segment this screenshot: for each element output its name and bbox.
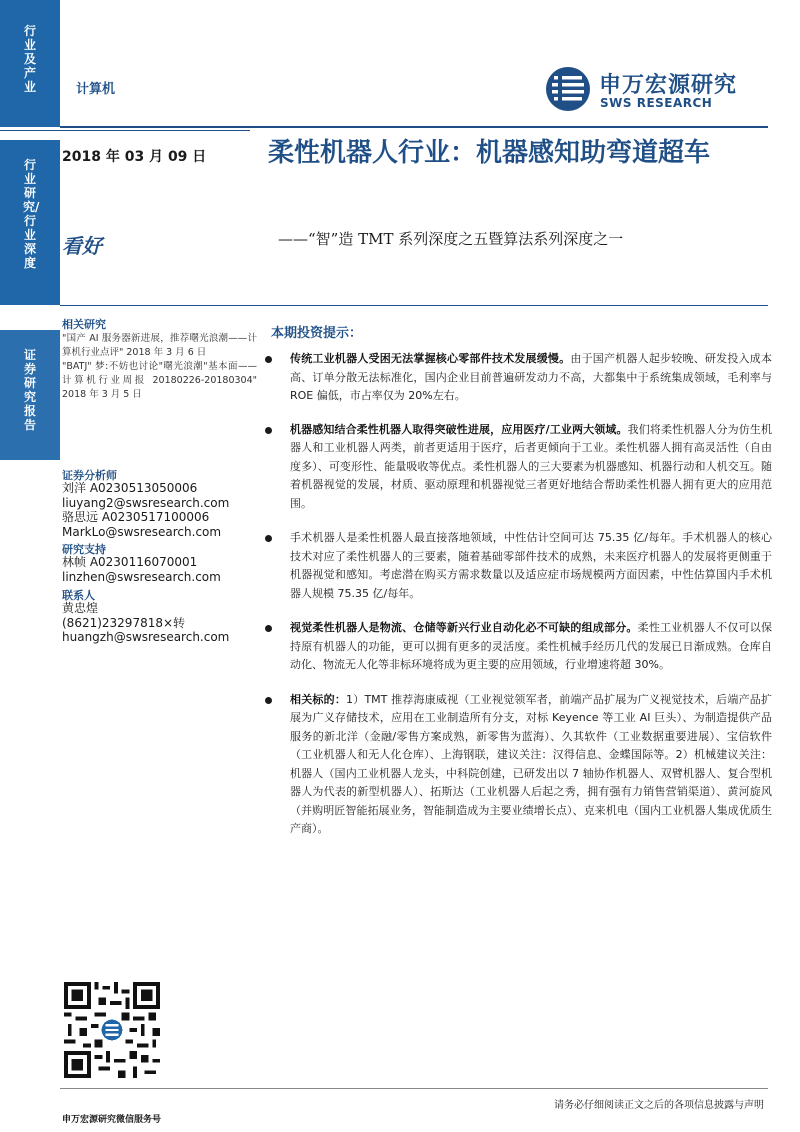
band-lower-label: 证券研究报告: [23, 348, 36, 432]
analysts-heading: 证券分析师: [62, 469, 117, 482]
report-date: 2018 年 03 月 09 日: [62, 149, 207, 165]
bullet-lead: 相关标的：: [290, 692, 347, 706]
related-list: [62, 332, 257, 402]
contact-email[interactable]: huangzh@swsresearch.com: [62, 630, 230, 644]
logo-mark-icon: [545, 66, 591, 112]
bullet-dot-icon: [265, 625, 272, 632]
rating: 看好: [62, 234, 102, 258]
analyst-line: 刘洋 A0230513050006: [62, 481, 198, 495]
summary-bullet: [262, 619, 772, 675]
report-title: 柔性机器人行业：机器感知助弯道超车: [268, 138, 711, 168]
bullet-text: 1）TMT 推荐海康威视（工业视觉领军者，前端产品扩展为广义视觉技术，后端产品扩展为广义存储技术，应用在工业制造所有分支，对标 Keyence 等工业 AI 巨头）、为制造提供产品服务的新北洋（金融/零售方案成熟，新零售为蓝海）、久其软件（工业数据重要进展）、宝信软件（工业机器人和无人化仓库）、上海钢联，建议关注：汉得信息、金蝶国际等。2）机械建议关注：机器人（国内工业机器人龙头，中科院创建，已研发出以 7 轴协作机器人、双臂机器人、复合型机器人为代表的新型机器人）、拓斯达（工业机器人后起之秀，拥有强有力销售营销渠道）、黄河旋风（并购明匠智能拓展业务，智能制造成为主要业绩增长点）、克来机电（国内工业机器人集成优质生产商）。: [290, 692, 773, 835]
summary-heading: 本期投资提示：: [271, 326, 363, 341]
analysts-list: [62, 481, 257, 539]
summary-bullets: [262, 350, 772, 839]
bullet-text: 由于国产机器人起步较晚、研发投入成本高、订单分散无法标准化，国内企业目前普遍研发动力不高，大都集中于系统集成领域，毛利率与 ROE 偏低，市占率仅为 20%左右。: [290, 352, 773, 402]
footer-rule: [60, 1088, 768, 1089]
summary-bullet: [262, 350, 772, 406]
footer-disclaimer: 请务必仔细阅读正文之后的各项信息披露与声明: [554, 1100, 764, 1111]
industry-category: 计算机: [76, 82, 116, 97]
analyst-line: 骆思远 A0230517100006: [62, 510, 210, 524]
sidebar-band-top: [0, 0, 60, 127]
support-line: 林帧 A0230116070001: [62, 555, 198, 569]
bullet-dot-icon: [265, 697, 272, 704]
bullet-dot-icon: [265, 535, 272, 542]
contact-heading: 联系人: [62, 589, 95, 602]
qr-code-icon[interactable]: [64, 982, 160, 1078]
bullet-text: 我们将柔性机器人分为仿生机器人和工业机器人两类，前者更适用于医疗，后者更倾向于工业。柔性机器人拥有高灵活性（自由度多）、可变形性、能量吸收等优点。柔性机器人的三大要素为机器感知、机器行动和人机交互。随着机器视觉的发展，材质、驱动原理和机器视觉三者更好地结合帮助柔性机器人拥有更大的应用范围。: [290, 422, 772, 510]
summary-bullet: [262, 529, 772, 603]
related-heading: 相关研究: [62, 318, 106, 331]
contact-phone: (8621)23297818×转: [62, 615, 186, 630]
related-item[interactable]: "BATJ" 梦:不妨也讨论"曙光浪潮"基本面——计算机行业周报 20180226-20180304" 2018 年 3 月 5 日: [62, 361, 257, 400]
bullet-dot-icon: [265, 356, 272, 363]
bullet-dot-icon: [265, 427, 272, 434]
sidebar-band-lower: [0, 330, 60, 460]
sidebar-band-middle: [0, 140, 60, 305]
bullet-lead: 视觉柔性机器人是物流、仓储等新兴行业自动化必不可缺的组成部分。: [290, 621, 638, 634]
contact-name: 黄忠煌: [62, 601, 99, 615]
bullet-text: 手术机器人是柔性机器人最直接落地领域，中性估计空间可达 75.35 亿/每年。手术机器人的核心技术对应了柔性机器人的三要素，随着基础零部件技术的成熟，未来医疗机器人的发展将更侧重于机器视觉和感知。考虑潜在购买方需求数量以及适应症市场规模两方面因素，中性估算国内手术机器人规模 75.35 亿/每年。: [290, 531, 772, 600]
band-middle-label: 行业研究/行业深度: [23, 158, 40, 270]
analyst-email[interactable]: liuyang2@swsresearch.com: [62, 495, 230, 510]
section-rule: [60, 305, 768, 306]
bullet-text: 柔性工业机器人不仅可以保持原有机器人的功能，更可以拥有更多的灵活度。柔性机械手经历几代的发展已日渐成熟。仓库自动化、物流无人化等非标环境将成为更主要的应用领域，行业增速将超 30%。: [290, 621, 772, 671]
support-heading: 研究支持: [62, 543, 106, 556]
logo-chinese-text: 申万宏源研究: [599, 73, 738, 98]
analyst-email[interactable]: MarkLo@swsresearch.com: [62, 524, 222, 539]
related-item[interactable]: "国产 AI 服务器新进展，推荐曙光浪潮——计算机行业点评" 2018 年 3 月 6 日: [62, 333, 257, 358]
support-email[interactable]: linzhen@swsresearch.com: [62, 569, 221, 584]
summary-bullet: [262, 421, 772, 514]
bullet-lead: 传统工业机器人受困无法掌握核心零部件技术发展缓慢。: [290, 352, 571, 365]
logo-english-text: SWS RESEARCH: [600, 96, 713, 110]
bullet-lead: 机器感知结合柔性机器人取得突破性进展，应用医疗/工业两大领域。: [290, 422, 628, 436]
logo: [545, 66, 760, 112]
support-list: [62, 555, 257, 584]
qr-caption: 申万宏源研究微信服务号: [62, 1115, 162, 1125]
band-top-label: 行业及产业: [23, 24, 36, 94]
header-rule: [60, 126, 768, 128]
report-subtitle: ——“智”造 TMT 系列深度之五暨算法系列深度之一: [278, 230, 624, 248]
contact-list: [62, 601, 257, 645]
summary-bullet: [262, 691, 772, 839]
header-rule-left: [0, 130, 250, 131]
